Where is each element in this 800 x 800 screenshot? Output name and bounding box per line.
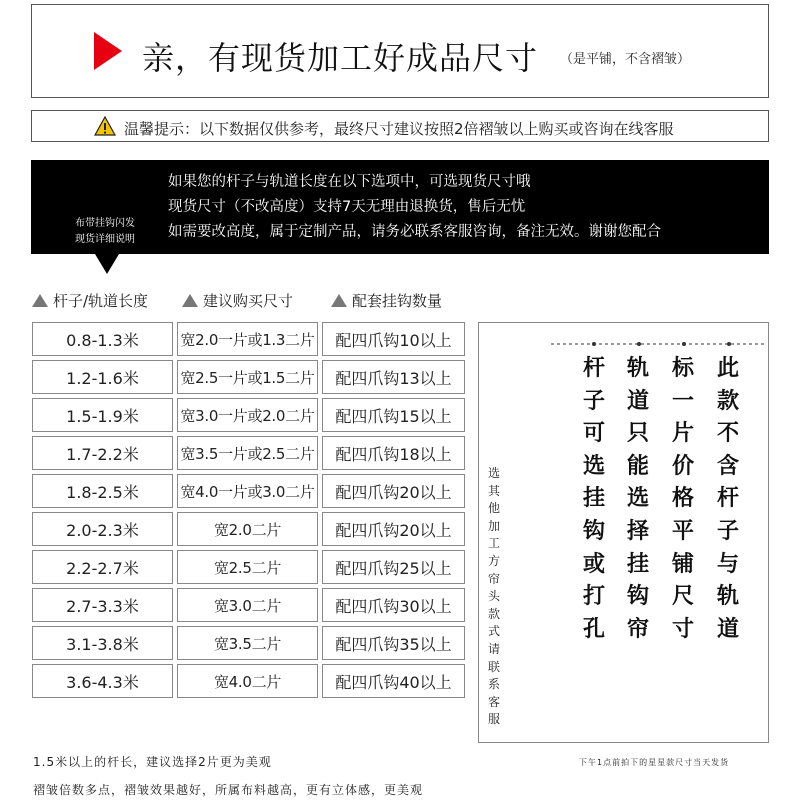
cell-size: 宽3.0一片或2.0二片 [177, 398, 318, 432]
cell-size: 宽4.0二片 [177, 664, 318, 698]
header-box [31, 4, 769, 98]
cell-length: 1.2-1.6米 [32, 360, 173, 394]
table-row [32, 664, 465, 698]
banner-line-3: 如需要改高度，属于定制产品，请务必联系客服咨询，备注无效。谢谢您配合 [168, 224, 661, 240]
banner-side-line-2: 现货详细说明 [75, 234, 135, 245]
cell-size: 宽2.5一片或1.5二片 [177, 360, 318, 394]
table-row [32, 626, 465, 660]
cell-length: 2.0-2.3米 [32, 512, 173, 546]
cell-length: 1.7-2.2米 [32, 436, 173, 470]
table-row [32, 398, 465, 432]
notes-panel [478, 322, 769, 743]
info-banner [31, 160, 769, 254]
vertical-column-1: 杆子可选挂钩或打孔 [582, 356, 605, 642]
page-title: 亲，有现货加工好成品尺寸 [142, 39, 539, 77]
column-header-size: 建议购买尺寸 [182, 290, 293, 311]
cell-hooks: 配四爪钩20以上 [322, 474, 465, 508]
cell-size: 宽3.5一片或2.5二片 [177, 436, 318, 470]
cell-size: 宽2.0二片 [177, 512, 318, 546]
table-row [32, 588, 465, 622]
warning-icon [94, 116, 116, 136]
triangle-up-icon [331, 294, 347, 307]
cell-length: 0.8-1.3米 [32, 322, 173, 356]
red-play-arrow-icon [94, 32, 122, 70]
banner-line-2: 现货尺寸（不改高度）支持7天无理由退换货，售后无忧 [168, 199, 526, 215]
cell-size: 宽2.5二片 [177, 550, 318, 584]
footer-note-right: 下午1点前拍下的星星款尺寸当天发货 [579, 758, 730, 767]
page-subtitle: （是平铺，不含褶皱） [560, 52, 691, 67]
footer-note-1: 1.5米以上的杆长，建议选择2片更为美观 [33, 755, 272, 769]
cell-hooks: 配四爪钩40以上 [322, 664, 465, 698]
banner-side-line-1: 布带挂钩闪发 [75, 218, 135, 229]
triangle-up-icon [182, 294, 198, 307]
cell-size: 宽3.5二片 [177, 626, 318, 660]
banner-side-label [65, 216, 145, 248]
table-row [32, 436, 465, 470]
cell-size: 宽4.0一片或3.0二片 [177, 474, 318, 508]
cell-size: 宽2.0一片或1.3二片 [177, 322, 318, 356]
cell-length: 2.7-3.3米 [32, 588, 173, 622]
banner-lines [168, 170, 661, 245]
vertical-column-2: 轨道只能选择挂钩帘 [626, 356, 649, 642]
table-row [32, 322, 465, 356]
footer-note-2: 褶皱倍数多点，褶皱效果越好，所属布料越高，更有立体感，更美观 [33, 783, 424, 797]
cell-hooks: 配四爪钩30以上 [322, 588, 465, 622]
vertical-column-3: 标一片价格平铺尺寸 [671, 356, 694, 642]
cell-hooks: 配四爪钩20以上 [322, 512, 465, 546]
cell-hooks: 配四爪钩10以上 [322, 322, 465, 356]
cell-hooks: 配四爪钩35以上 [322, 626, 465, 660]
table-row [32, 512, 465, 546]
vertical-note: 选其他加工方帘头款式请联系客服 [487, 466, 500, 727]
column-header-hooks: 配套挂钩数量 [331, 290, 442, 311]
vertical-column-4: 此款不含杆子与轨道 [716, 356, 739, 642]
cell-length: 2.2-2.7米 [32, 550, 173, 584]
cell-hooks: 配四爪钩15以上 [322, 398, 465, 432]
table-row [32, 474, 465, 508]
size-table [28, 318, 469, 702]
table-row [32, 360, 465, 394]
banner-pointer-arrow [95, 254, 119, 274]
tip-bar [31, 110, 769, 142]
cell-length: 3.1-3.8米 [32, 626, 173, 660]
dashed-dotted-divider [551, 339, 771, 349]
cell-length: 1.8-2.5米 [32, 474, 173, 508]
triangle-up-icon [32, 294, 48, 307]
tip-text: 温馨提示：以下数据仅供参考，最终尺寸建议按照2倍褶皱以上购买或咨询在线客服 [124, 120, 674, 138]
cell-size: 宽3.0二片 [177, 588, 318, 622]
column-header-length: 杆子/轨道长度 [32, 290, 148, 311]
banner-line-1: 如果您的杆子与轨道长度在以下选项中，可选现货尺寸哦 [168, 174, 531, 190]
cell-hooks: 配四爪钩25以上 [322, 550, 465, 584]
cell-length: 1.5-1.9米 [32, 398, 173, 432]
table-row [32, 550, 465, 584]
cell-hooks: 配四爪钩13以上 [322, 360, 465, 394]
cell-hooks: 配四爪钩18以上 [322, 436, 465, 470]
cell-length: 3.6-4.3米 [32, 664, 173, 698]
